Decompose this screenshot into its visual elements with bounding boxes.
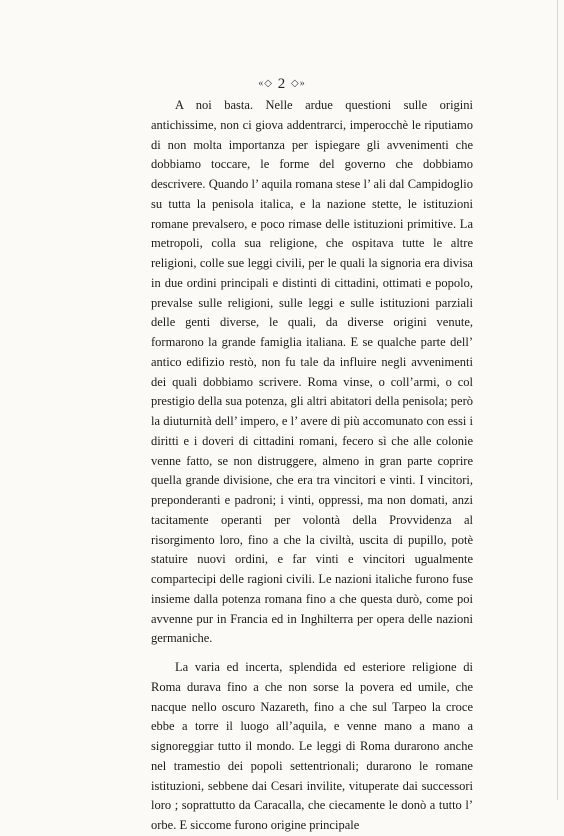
body-text (151, 96, 473, 836)
ornament-left-icon: «◇ (258, 78, 273, 89)
page-number-header (0, 76, 564, 93)
ornament-right-icon: ◇» (291, 78, 306, 89)
paragraph-1: A noi basta. Nelle ardue questioni sulle origini antichissime, non ci giova addentrarci, imperocchè le riputiamo di non molta importanza per ispiegare gli avvenimenti che dobbiamo toccare, le forme del governo che dobbiamo descrivere. Quando l’ aquila romana stese l’ ali dal Campidoglio su tutta la penisola italica, e la nazione stette, le istituzioni romane prevalsero, e poco rimase delle istituzioni primitive. La metropoli, colla sua religione, che ospitava tutte le altre religioni, colle sue leggi civili, per le quali la signoria era divisa in due ordini principali e distinti di cittadini, ottimati e popolo, prevalse sulle religioni, sulle leggi e sulle istituzioni parziali delle genti diverse, le quali, da diverse origini venute, formarono la grande famiglia italiana. E se qualche parte dell’ antico edifizio restò, non fu tale da influire negli avvenimenti dei quali dobbiamo scrivere. Roma vinse, o coll’armi, o col prestigio della sua potenza, gli altri abitatori della penisola; però la diuturnità dell’ impero, e l’ avere di più accomunato con essi i diritti e i doveri di cittadini romani, fecero sì che alle colonie venne fatto, se non distruggere, almeno in gran parte coprire quella grande divisione, che era tra vincitori e vinti. I vincitori, preponderanti e padroni; i vinti, oppressi, ma non domati, anzi tacitamente operanti per volontà della Provvidenza al risorgimento loro, fino a che la civiltà, uscita di pupillo, potè statuire nuovi ordini, e far vinti e vincitori ugualmente compartecipi delle ragioni civili. Le nazioni italiche furono fuse insieme dalla potenza romana fino a che questa durò, come poi avvenne pur in Francia ed in Inghilterra per opera delle nazioni germaniche. (151, 98, 473, 646)
paragraph-2: La varia ed incerta, splendida ed esteriore religione di Roma durava fino a che non sorse la povera ed umile, che nacque nello oscuro Nazareth, fino a che sul Tarpeo la croce ebbe a torre il luogo all’aquila, e venne mano a mano a signoreggiar tutto il mondo. Le leggi di Roma durarono anche nel tramestio dei popoli settentrionali; durarono le romane istituzioni, sebbene dai Cesari invilite, vituperate dai successori loro ; soprattutto da Caracalla, che ciecamente le donò a tutto l’ orbe. E siccome furono origine principale (151, 660, 473, 832)
page-number: 2 (277, 76, 287, 92)
page-edge-line (557, 0, 558, 800)
